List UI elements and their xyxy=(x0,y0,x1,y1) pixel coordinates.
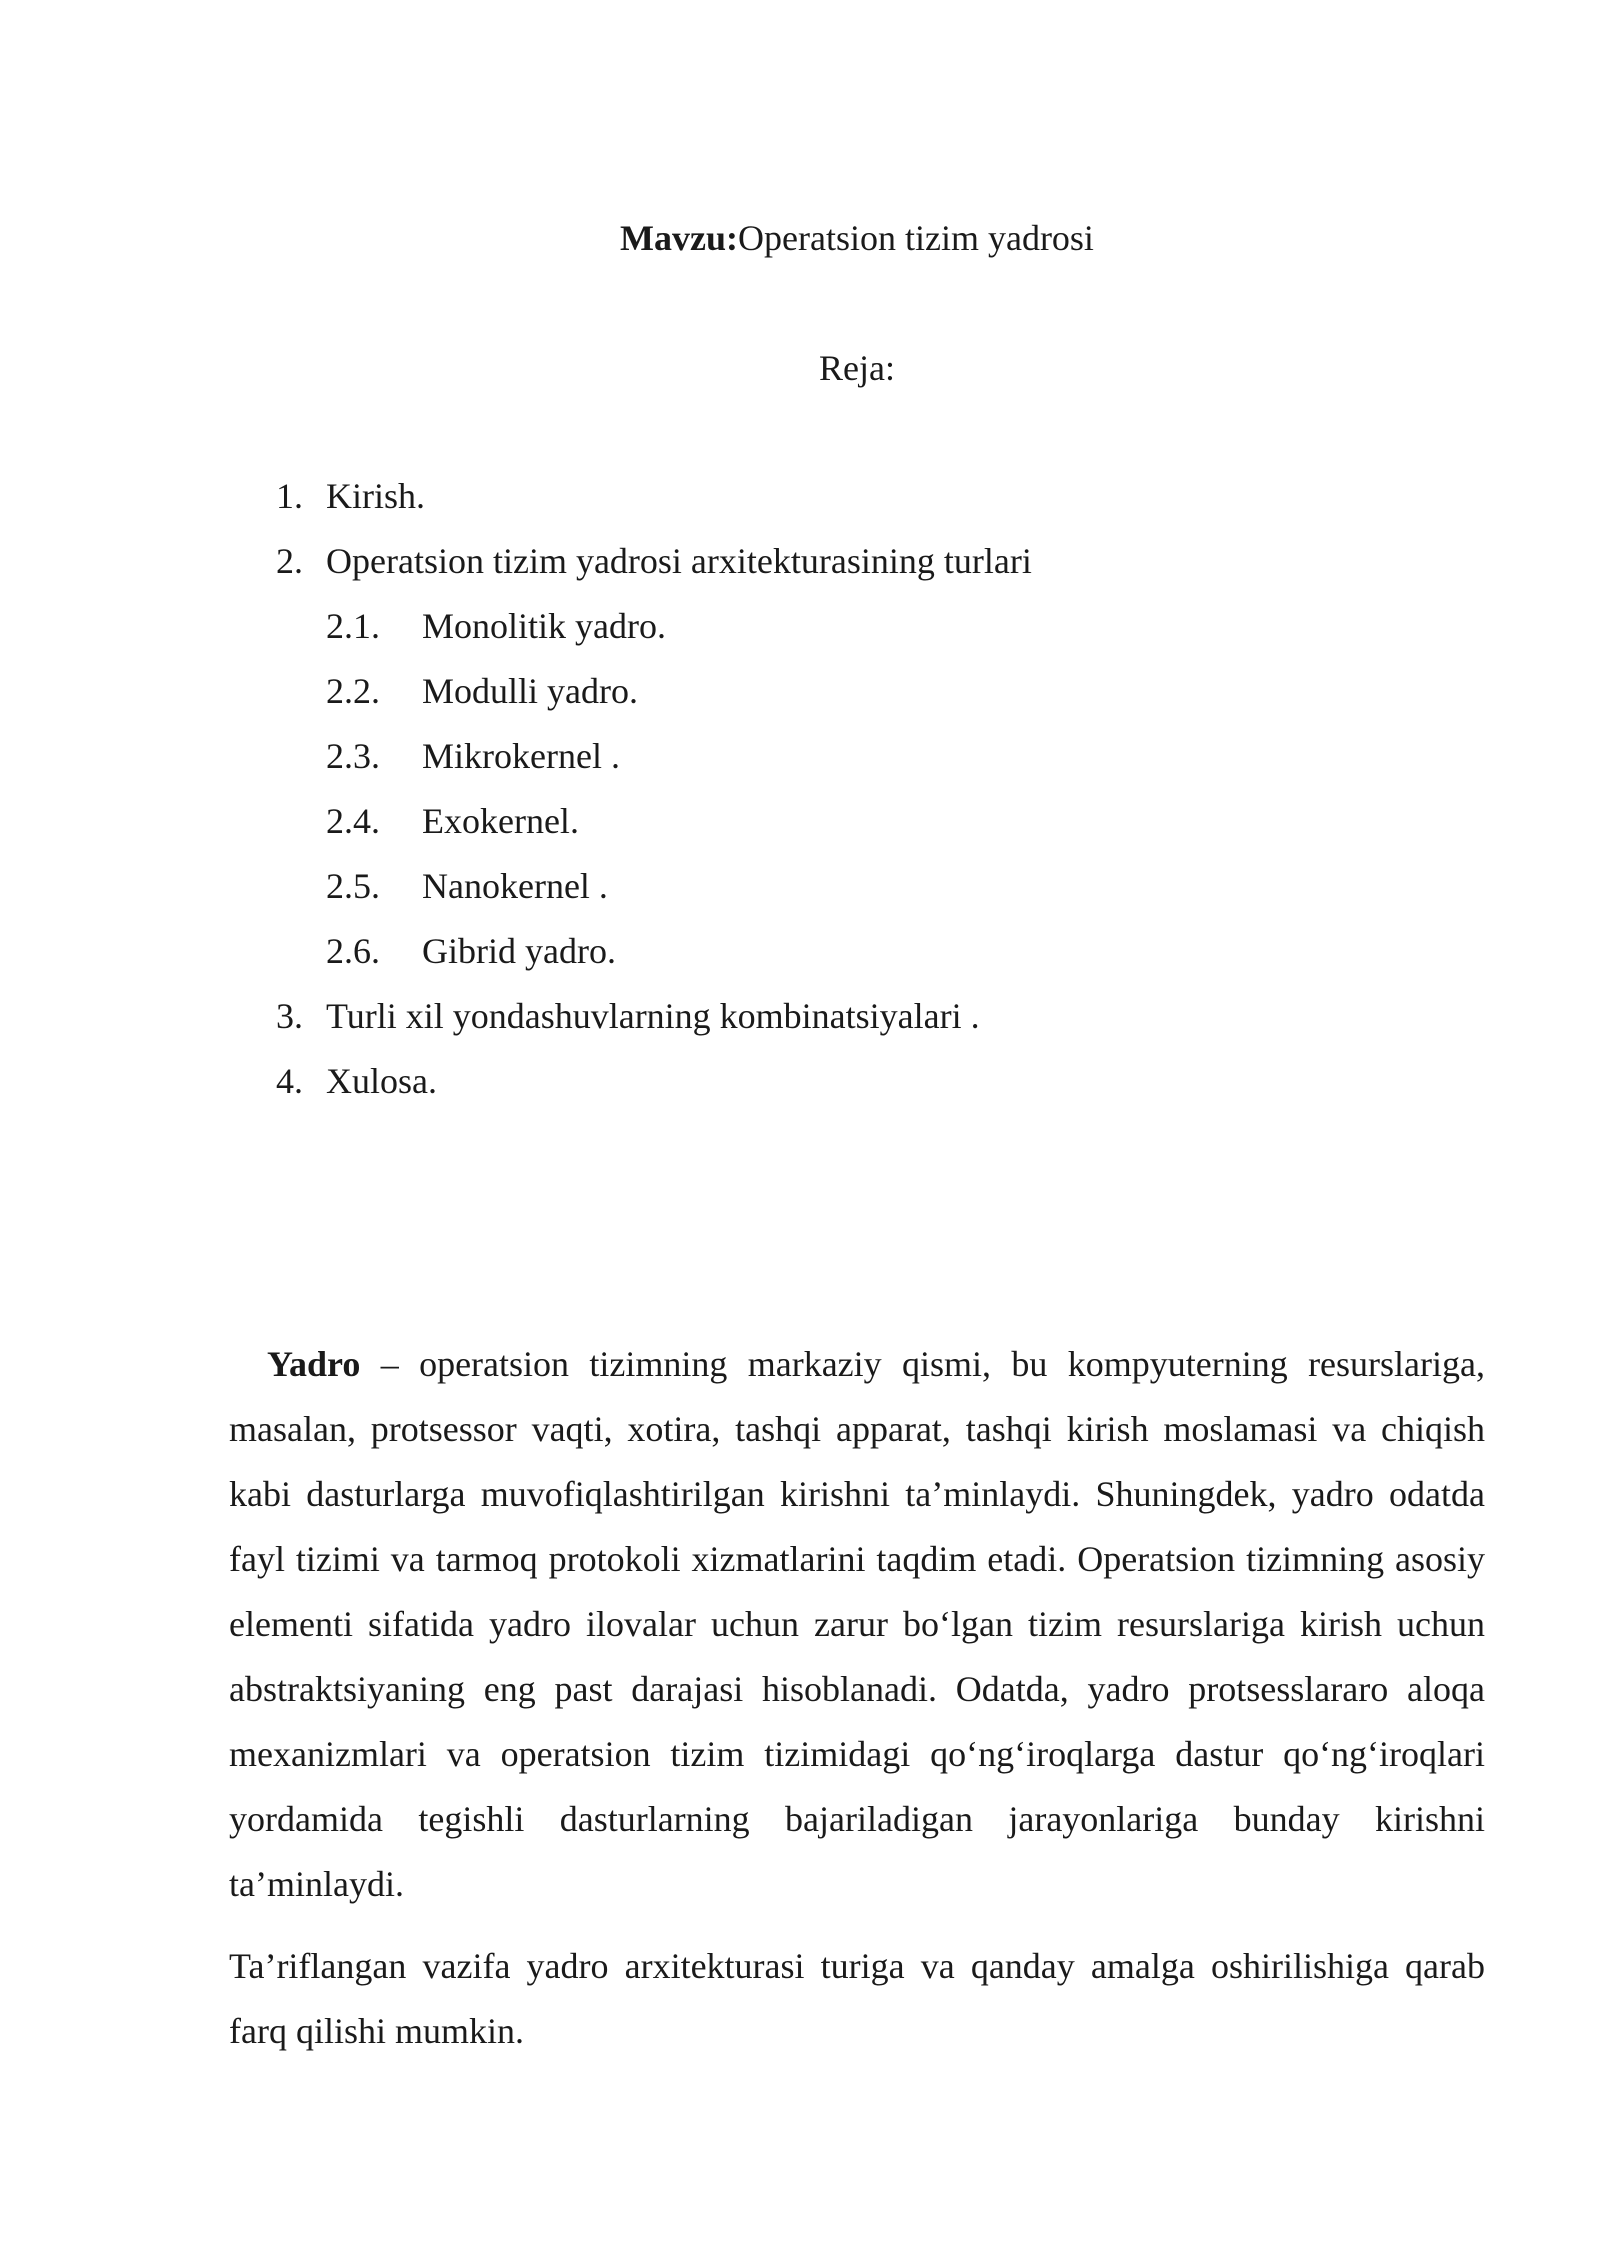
plan-item-text: Turli xil yondashuvlarning kombinatsiyalari . xyxy=(326,996,980,1036)
plan-list xyxy=(0,472,1600,1122)
plan-subitem-text: Mikrokernel . xyxy=(422,736,620,776)
plan-subitem-text: Modulli yadro. xyxy=(422,671,638,711)
title-text: Operatsion tizim yadrosi xyxy=(738,218,1094,258)
body-text xyxy=(229,1332,1485,2064)
plan-subitem-text: Nanokernel . xyxy=(422,866,608,906)
plan-item-number: 1. xyxy=(276,476,303,516)
plan-subitem xyxy=(0,602,1600,667)
plan-subitem-number: 2.3. xyxy=(326,736,380,776)
plan-item xyxy=(0,992,1600,1057)
plan-item-number: 3. xyxy=(276,996,303,1036)
plan-subitem-number: 2.1. xyxy=(326,606,380,646)
page-title xyxy=(0,214,1600,262)
plan-heading: Reja: xyxy=(819,348,895,388)
plan-item-text: Operatsion tizim yadrosi arxitekturasining turlari xyxy=(326,541,1032,581)
plan-subitem xyxy=(0,732,1600,797)
plan-subitem xyxy=(0,797,1600,862)
plan-item xyxy=(0,1057,1600,1122)
paragraph-lead-term: Yadro xyxy=(267,1344,361,1384)
paragraph-definition xyxy=(229,1332,1485,1917)
plan-subitem xyxy=(0,862,1600,927)
plan-item-text: Kirish. xyxy=(326,476,425,516)
plan-item-number: 4. xyxy=(276,1061,303,1101)
paragraph-definition-text: – operatsion tizimning markaziy qismi, bu kompyuterning resurslariga, masalan, protsessor vaqti, xotira, tashqi apparat, tashqi kirish moslamasi va chiqish kabi dasturlarga muvofiqlashtirilgan kirishni ta’minlaydi. Shuningdek, yadro odatda fayl tizimi va tarmoq protokoli xizmatlarini taqdim etadi. Operatsion tizimning asosiy elementi sifatida yadro ilovalar uchun zarur bo‘lgan tizim resurslariga kirish uchun abstraktsiyaning eng past darajasi hisoblanadi. Odatda, yadro protsesslararo aloqa mexanizmlari va operatsion tizim tizimidagi qo‘ng‘iroqlarga dastur qo‘ng‘iroqlari yordamida tegishli dasturlarning bajariladigan jarayonlariga bunday kirishni ta’minlaydi. xyxy=(229,1344,1485,1904)
plan-item xyxy=(0,472,1600,537)
plan-item-text: Xulosa. xyxy=(326,1061,437,1101)
plan-subitem-text: Exokernel. xyxy=(422,801,579,841)
plan-subitem xyxy=(0,927,1600,992)
plan-item xyxy=(0,537,1600,602)
title-lead: Mavzu: xyxy=(620,218,739,258)
plan-subitem-number: 2.6. xyxy=(326,931,380,971)
plan-item-number: 2. xyxy=(276,541,303,581)
plan-subitem-number: 2.5. xyxy=(326,866,380,906)
plan-subitem-number: 2.2. xyxy=(326,671,380,711)
plan-subitem-text: Gibrid yadro. xyxy=(422,931,616,971)
plan-subitem-text: Monolitik yadro. xyxy=(422,606,666,646)
paragraph-note: Ta’riflangan vazifa yadro arxitekturasi turiga va qanday amalga oshirilishiga qarab farq qilishi mumkin. xyxy=(229,1946,1485,2051)
plan-subitem xyxy=(0,667,1600,732)
plan-subitem-number: 2.4. xyxy=(326,801,380,841)
